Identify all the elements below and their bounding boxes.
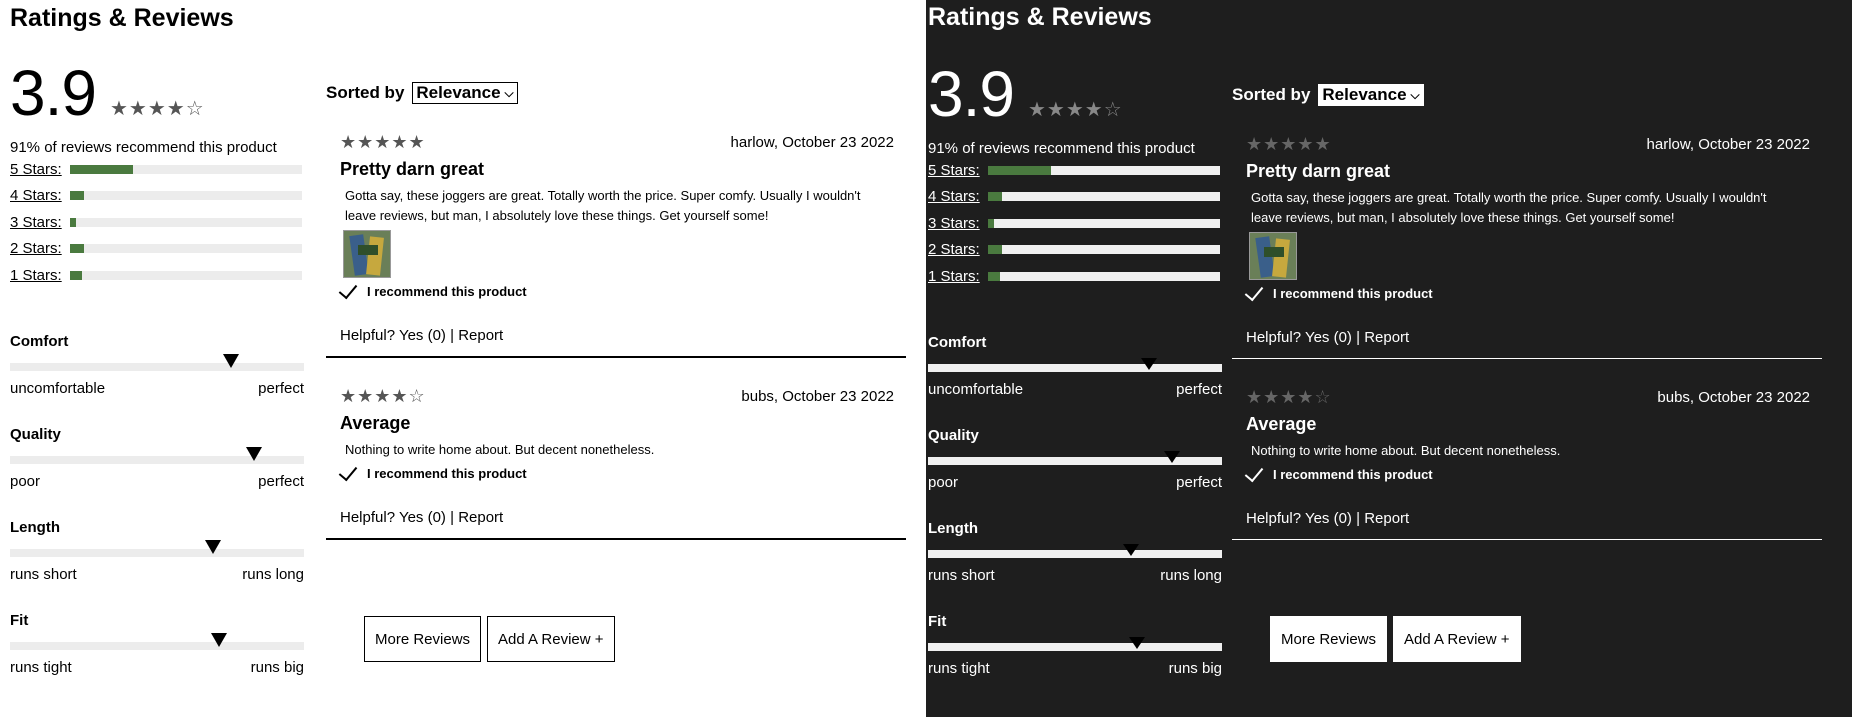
review-recommend [1246,467,1810,482]
separator: | [450,509,455,526]
breakdown-bar-track [70,271,302,280]
breakdown-row-5 [10,156,306,183]
review-recommend [340,284,894,299]
breakdown-row-3 [928,210,1224,237]
star-breakdown [928,157,1224,290]
breakdown-bar-fill [988,272,1000,281]
sort-row [1232,84,1822,106]
characteristic-name: Comfort [10,332,69,350]
review-summary: Pretty darn great [1246,161,1391,181]
review-photo-thumbnail[interactable] [343,230,391,278]
characteristic-high-label: perfect [258,379,304,397]
review-star-icons: ★★★★★ [1246,134,1332,154]
characteristic-quality [928,427,1224,520]
review-list-section [326,82,906,662]
recommend-text: I recommend this product [367,466,527,481]
report-link[interactable]: Report [1364,510,1410,527]
characteristic-high-label: runs long [242,565,304,583]
breakdown-bar-fill [70,244,84,253]
checkmark-icon [1246,288,1266,300]
review-star-icons: ★★★★☆ [340,386,426,406]
helpful-label: Helpful? [340,509,396,526]
sort-label: Sorted by [1232,85,1311,104]
star-breakdown [10,156,306,289]
sort-selected-value: Relevance [416,83,501,102]
review-helpful-row [1246,510,1810,539]
more-reviews-button[interactable]: More Reviews [1270,616,1387,662]
characteristic-high-label: runs big [1168,659,1222,677]
recommend-percentage: 91% of reviews recommend this product [928,140,1195,157]
review-author-date: bubs, October 23 2022 [1657,389,1810,406]
breakdown-bar-track [70,165,302,174]
review-helpful-row [340,327,894,356]
rating-summary [10,55,306,705]
breakdown-row-1 [10,262,306,289]
characteristic-low-label: runs short [10,565,77,583]
characteristic-name: Length [928,519,978,537]
sort-select[interactable] [1318,84,1423,106]
review-body: Gotta say, these joggers are great. Totally worth the price. Super comfy. Usually I wouldn't leave reviews, but man, I absolutely love these things. Get yourself some! [1251,190,1767,225]
product-characteristics [928,334,1224,706]
star-filter-link[interactable]: 4 Stars: [10,187,62,205]
review-card [1232,387,1822,540]
characteristic-low-label: uncomfortable [10,379,106,397]
review-photo-thumbnail[interactable] [1249,232,1297,280]
review-list-section [1232,84,1822,662]
review-body: Nothing to write home about. But decent nonetheless. [345,442,655,457]
star-filter-link[interactable]: 1 Stars: [928,267,980,285]
dark-theme-panel [926,0,1852,717]
review-summary: Average [340,413,411,433]
breakdown-bar-track [70,244,302,253]
review-actions [1270,616,1822,662]
breakdown-bar-fill [70,165,133,174]
characteristic-marker-icon [223,354,239,368]
characteristic-high-label: runs big [250,658,304,676]
star-filter-link[interactable]: 2 Stars: [10,240,62,258]
star-filter-link[interactable]: 4 Stars: [928,188,980,206]
characteristic-track [10,363,304,371]
characteristic-name: Fit [10,611,29,629]
helpful-yes-link[interactable]: Yes (0) [398,327,446,344]
characteristic-name: Comfort [928,333,987,351]
characteristic-name: Quality [10,425,61,443]
average-star-icons: ★★★★☆ [109,98,205,120]
product-characteristics [10,333,306,705]
chevron-down-icon: ⌵ [1410,87,1420,102]
breakdown-bar-fill [70,191,84,200]
characteristic-fit [10,612,306,705]
breakdown-bar-track [988,245,1220,254]
score-row [10,55,306,129]
characteristic-name: Fit [928,612,947,630]
review-recommend [1246,286,1810,301]
review-card [326,132,906,358]
rating-summary [928,56,1224,706]
review-helpful-row [340,509,894,538]
checkmark-icon [340,286,360,298]
characteristic-low-label: runs tight [928,659,990,677]
helpful-label: Helpful? [340,327,396,344]
characteristic-quality [10,426,306,519]
review-summary: Pretty darn great [340,159,485,179]
characteristic-length [928,520,1224,613]
characteristic-marker-icon [1129,637,1145,649]
characteristic-track [10,549,304,557]
breakdown-bar-fill [988,219,994,228]
characteristic-low-label: runs tight [10,658,72,676]
characteristic-comfort [928,334,1224,427]
breakdown-row-1 [928,263,1224,290]
star-filter-link[interactable]: 5 Stars: [10,160,62,178]
review-body: Nothing to write home about. But decent nonetheless. [1251,443,1561,458]
separator: | [450,327,455,344]
recommend-text: I recommend this product [1273,286,1433,301]
section-title: Ratings & Reviews [928,3,1152,31]
star-filter-link[interactable]: 5 Stars: [928,161,980,179]
sort-selected-value: Relevance [1322,85,1407,104]
star-filter-link[interactable]: 3 Stars: [928,214,980,232]
helpful-label: Helpful? [1246,329,1302,346]
separator: | [1356,510,1361,527]
helpful-yes-link[interactable]: Yes (0) [1304,329,1352,346]
star-filter-link[interactable]: 1 Stars: [10,266,62,284]
characteristic-marker-icon [205,540,221,554]
add-review-button[interactable]: Add A Review + [1393,616,1520,662]
characteristic-low-label: poor [10,472,41,490]
helpful-yes-link[interactable]: Yes (0) [398,509,446,526]
review-actions [364,616,906,662]
recommend-text: I recommend this product [367,284,527,299]
breakdown-bar-track [988,192,1220,201]
characteristic-track [10,456,304,464]
sort-row [326,82,906,104]
recommend-percentage: 91% of reviews recommend this product [10,139,277,156]
breakdown-bar-track [70,218,302,227]
characteristic-comfort [10,333,306,426]
characteristic-fit [928,613,1224,706]
breakdown-row-2 [928,237,1224,264]
breakdown-bar-fill [988,245,1002,254]
report-link[interactable]: Report [458,327,504,344]
review-author-date: bubs, October 23 2022 [741,388,894,405]
characteristic-marker-icon [211,633,227,647]
review-summary: Average [1246,414,1317,434]
helpful-label: Helpful? [1246,510,1302,527]
breakdown-row-2 [10,236,306,263]
characteristic-name: Quality [928,426,979,444]
helpful-yes-link[interactable]: Yes (0) [1304,510,1352,527]
review-body: Gotta say, these joggers are great. Totally worth the price. Super comfy. Usually I wouldn't leave reviews, but man, I absolutely love these things. Get yourself some! [345,188,861,223]
characteristic-track [928,550,1222,558]
review-helpful-row [1246,329,1810,358]
characteristic-high-label: perfect [1176,473,1222,491]
breakdown-bar-track [988,219,1220,228]
characteristic-track [928,457,1222,465]
characteristic-low-label: poor [928,473,959,491]
characteristic-track [928,364,1222,372]
breakdown-bar-fill [70,271,82,280]
review-card [326,386,906,540]
sort-label: Sorted by [326,83,405,102]
breakdown-row-3 [10,209,306,236]
characteristic-marker-icon [1141,358,1157,370]
section-title: Ratings & Reviews [10,4,234,32]
characteristic-marker-icon [1164,451,1180,463]
recommend-text: I recommend this product [1273,467,1433,482]
characteristic-track [928,643,1222,651]
review-recommend [340,466,894,481]
review-header [1246,387,1810,408]
review-author-date: harlow, October 23 2022 [730,134,894,151]
review-header [340,386,894,407]
breakdown-row-4 [10,183,306,210]
characteristic-name: Length [10,518,60,536]
characteristic-track [10,642,304,650]
review-header [1246,134,1810,155]
characteristic-marker-icon [1123,544,1139,556]
checkmark-icon [340,468,360,480]
characteristic-low-label: runs short [928,566,995,584]
star-filter-link[interactable]: 2 Stars: [928,241,980,259]
average-score: 3.9 [10,57,96,129]
characteristic-length [10,519,306,612]
breakdown-bar-fill [70,218,76,227]
average-score: 3.9 [928,58,1014,130]
breakdown-row-4 [928,184,1224,211]
characteristic-high-label: perfect [258,472,304,490]
report-link[interactable]: Report [1364,329,1410,346]
report-link[interactable]: Report [458,509,504,526]
review-header [340,132,894,153]
review-star-icons: ★★★★☆ [1246,387,1332,407]
characteristic-high-label: perfect [1176,380,1222,398]
characteristic-marker-icon [246,447,262,461]
review-card [1232,134,1822,359]
add-review-button[interactable]: Add A Review + [487,616,614,662]
characteristic-low-label: uncomfortable [928,380,1024,398]
checkmark-icon [1246,469,1266,481]
separator: | [1356,329,1361,346]
sort-select[interactable] [412,82,517,104]
star-filter-link[interactable]: 3 Stars: [10,213,62,231]
characteristic-high-label: runs long [1160,566,1222,584]
breakdown-bar-fill [988,166,1051,175]
breakdown-row-5 [928,157,1224,184]
chevron-down-icon: ⌵ [504,85,514,100]
more-reviews-button[interactable]: More Reviews [364,616,481,662]
review-star-icons: ★★★★★ [340,132,426,152]
review-author-date: harlow, October 23 2022 [1646,136,1810,153]
breakdown-bar-track [70,191,302,200]
breakdown-bar-track [988,166,1220,175]
score-row [928,56,1224,130]
breakdown-bar-fill [988,192,1002,201]
average-star-icons: ★★★★☆ [1027,99,1123,121]
breakdown-bar-track [988,272,1220,281]
